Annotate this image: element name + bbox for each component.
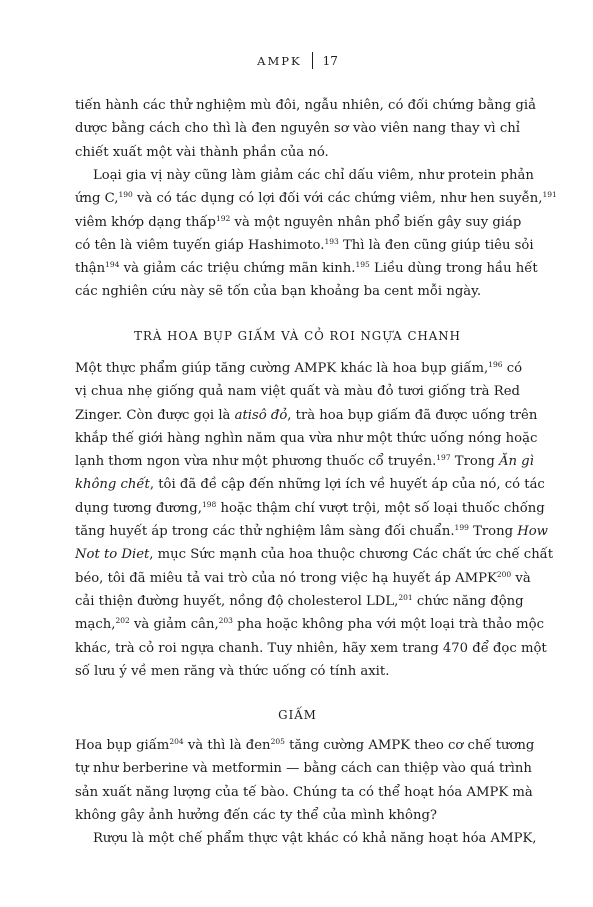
- text-run: viêm khớp dạng thấp: [75, 214, 216, 230]
- text-line: [75, 497, 545, 520]
- text-run: béo, tôi đã miêu tả vai trò của nó trong việc hạ huyết áp AMPK: [75, 570, 497, 586]
- text-line: [75, 543, 554, 566]
- text-run: Zinger. Còn được gọi là: [75, 407, 235, 423]
- footnote-ref: 197: [436, 453, 451, 463]
- text-run: và có tác dụng có lợi đối với các chứng viêm, như hen suyễn,: [132, 191, 543, 207]
- text-run: tăng huyết áp trong các thử nghiệm lâm sàng đối chuẩn.: [75, 524, 455, 540]
- text-run: pha hoặc không pha với một loại trà thảo mộc: [232, 617, 545, 633]
- text-run: ứng C,: [75, 191, 119, 207]
- text-run: How: [517, 524, 548, 540]
- footnote-ref: 193: [324, 236, 339, 246]
- text-line: [75, 211, 520, 234]
- text-run: và giảm cân,: [129, 617, 219, 633]
- text-line: [75, 141, 520, 164]
- text-line: [75, 734, 535, 757]
- text-line: [75, 567, 531, 590]
- footnote-ref: 205: [270, 737, 285, 746]
- paragraph-hibiscus: [75, 357, 554, 683]
- footnote-ref: 201: [398, 592, 413, 602]
- footnote-ref: 198: [201, 499, 217, 509]
- text-line: [75, 234, 534, 257]
- text-run: mạch,: [75, 617, 116, 633]
- text-line: [75, 404, 538, 427]
- running-header: [75, 52, 520, 69]
- text-run: cải thiện đường huyết, nồng độ cholesterol LDL,: [75, 593, 399, 609]
- text-run: tự như berberine và metformin — bằng cách can thiệp vào quá trình: [75, 761, 532, 777]
- footnote-ref: 196: [488, 360, 503, 369]
- paragraph-alcohol: [75, 827, 537, 850]
- text-run: Ăn gì: [498, 454, 534, 470]
- text-line: [75, 357, 523, 380]
- text-run: , mục Sức mạnh của hoa thuộc chương Các chất ức chế chất: [149, 547, 554, 563]
- text-line: [75, 637, 547, 660]
- text-run: tăng cường AMPK theo cơ chế tương: [284, 738, 535, 753]
- text-run: dụng tương đương,: [75, 500, 202, 516]
- text-run: atisô đỏ: [234, 407, 288, 423]
- page-number: 17: [322, 53, 338, 68]
- text-line: [75, 427, 538, 450]
- text-line: [75, 660, 520, 683]
- text-line: [75, 804, 520, 827]
- footnote-ref: 204: [169, 737, 184, 746]
- text-run: chức năng động: [412, 593, 524, 609]
- text-run: Trong: [450, 454, 499, 470]
- text-line: [75, 280, 520, 303]
- text-line: [75, 117, 520, 140]
- text-line: [75, 757, 532, 780]
- text-run: tiến hành các thử nghiệm mù đôi, ngẫu nhiên, có đối chứng bằng giả: [75, 98, 536, 113]
- text-run: và một nguyên nhân phổ biến gây suy giáp: [230, 214, 522, 230]
- text-run: có: [502, 361, 523, 376]
- section-heading-hibiscus: TRÀ HOA BỤP GIẤM VÀ CỎ ROI NGỰA CHANH: [134, 329, 461, 343]
- text-line: [75, 473, 545, 496]
- text-run: Not to Diet: [75, 547, 150, 563]
- section-heading-vinegar: GIẤM: [278, 708, 317, 722]
- text-run: không chết: [75, 477, 150, 493]
- text-run: Thì là đen cũng giúp tiêu sỏi: [338, 237, 534, 253]
- text-line: [75, 187, 557, 210]
- footnote-ref: 200: [496, 569, 512, 579]
- paragraph-black-cumin: [75, 164, 557, 304]
- text-run: Một thực phẩm giúp tăng cường AMPK khác là hoa bụp giấm,: [75, 361, 489, 376]
- footnote-ref: 191: [542, 190, 557, 200]
- text-line: [75, 380, 520, 403]
- text-run: và thì là đen: [183, 738, 271, 753]
- footnote-ref: 195: [355, 260, 370, 270]
- text-run: khắp thế giới hàng nghìn năm qua vừa như một thức uống nóng hoặc: [75, 430, 538, 446]
- text-run: Hoa bụp giấm: [75, 738, 170, 753]
- text-line: [75, 613, 545, 636]
- text-run: có tên là viêm tuyến giáp Hashimoto.: [75, 237, 325, 253]
- text-run: hoặc thậm chí vượt trội, một số loại thuốc chống: [216, 500, 545, 516]
- text-line: [75, 257, 538, 280]
- text-run: thận: [75, 261, 106, 277]
- text-run: Loại gia vị này cũng làm giảm các chỉ dấu viêm, như protein phản: [93, 168, 534, 183]
- text-run: các nghiên cứu này sẽ tốn của bạn khoảng ba cent mỗi ngày.: [75, 284, 482, 300]
- header-divider: [312, 52, 313, 69]
- text-line: [75, 520, 548, 543]
- text-line: [75, 164, 534, 187]
- footnote-ref: 199: [454, 523, 469, 533]
- text-line: [75, 450, 534, 473]
- footnote-ref: 203: [218, 616, 233, 626]
- text-run: lạnh thơm ngon vừa như một phương thuốc cổ truyền.: [75, 454, 437, 470]
- footnote-ref: 194: [105, 260, 120, 270]
- text-run: vị chua nhẹ giống quả nam việt quất và màu đỏ tươi giống trà Red: [75, 384, 520, 400]
- paragraph-vinegar: [75, 734, 535, 827]
- text-run: , trà hoa bụp giấm đã được uống trên: [287, 407, 538, 423]
- footnote-ref: 192: [215, 213, 231, 223]
- text-line: [75, 781, 533, 804]
- text-run: , tôi đã đề cập đến những lợi ích về huyết áp của nó, có tác: [149, 477, 545, 493]
- text-run: dược bằng cách cho thì là đen nguyên sơ vào viên nang thay vì chỉ: [75, 121, 520, 137]
- text-run: không gây ảnh hưởng đến các ty thể của mình không?: [75, 807, 437, 823]
- text-run: sản xuất năng lượng của tế bào. Chúng ta có thể hoạt hóa AMPK mà: [75, 784, 533, 800]
- paragraph-continuation: [75, 94, 536, 164]
- text-run: và: [511, 570, 531, 586]
- text-run: số lưu ý về men răng và thức uống có tính axit.: [75, 663, 390, 679]
- footnote-ref: 190: [118, 190, 133, 200]
- footnote-ref: 202: [115, 616, 130, 626]
- text-run: và giảm các triệu chứng mãn kinh.: [119, 261, 356, 277]
- text-run: Liều dùng trong hầu hết: [369, 261, 538, 277]
- text-run: chiết xuất một vài thành phần của nó.: [75, 144, 329, 160]
- text-run: Trong: [468, 524, 518, 540]
- running-title: AMPK: [257, 53, 302, 68]
- text-run: khác, trà cỏ roi ngựa chanh. Tuy nhiên, hãy xem trang 470 để đọc một: [75, 640, 547, 656]
- text-line: [75, 94, 536, 117]
- text-run: Rượu là một chế phẩm thực vật khác có khả năng hoạt hóa AMPK,: [93, 831, 537, 846]
- text-line: [75, 827, 537, 850]
- text-line: [75, 590, 524, 613]
